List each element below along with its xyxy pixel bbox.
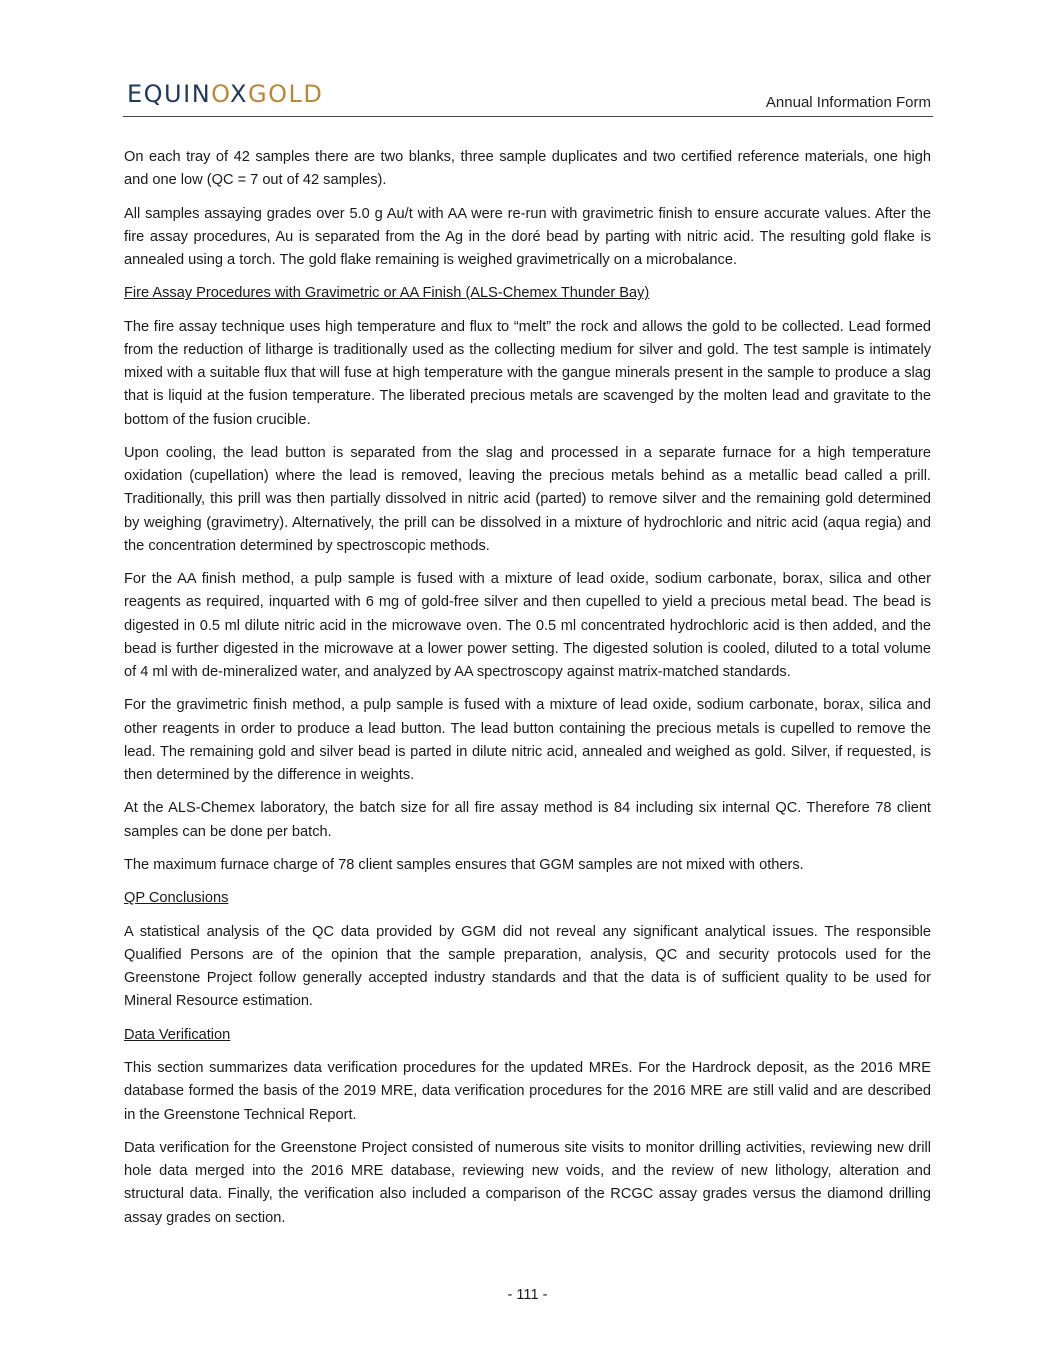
paragraph-gravimetric-rerun: All samples assaying grades over 5.0 g Au/t with AA were re-run with gravimetric finish to ensure accurate values. After the fire assay procedures, Au is separated from the Ag in the doré bead by parting with nitric acid. The resulting gold flake is annealed using a torch. The gold flake remaining is weighed gravimetrically on a microbalance.: [124, 205, 931, 268]
paragraph-qc-tray: On each tray of 42 samples there are two blanks, three sample duplicates and two certified reference materials, one high and one low (QC = 7 out of 42 samples).: [124, 149, 931, 189]
section-heading-data-verification: Data Verification: [124, 1026, 231, 1043]
paragraph-aa-finish: For the AA finish method, a pulp sample is fused with a mixture of lead oxide, sodium carbonate, borax, silica and other reagents as required, inquarted with 6 mg of gold-free silver and then cupelled to yield a precious metal bead. The bead is digested in 0.5 ml dilute nitric acid in the microwave oven. The 0.5 ml concentrated hydrochloric acid is then added, and the bead is further digested in the microwave at a lower power setting. The digested solution is cooled, diluted to a total volume of 4 ml with de-mineralized water, and analyzed by AA spectroscopy against matrix-matched standards.: [124, 571, 931, 680]
paragraph-fire-assay-technique: The fire assay technique uses high temperature and flux to “melt” the rock and allows the gold to be collected. Lead formed from the reduction of litharge is traditionally used as the collecting medium for silver and gold. The test sample is intimately mixed with a suitable flux that will fuse at high temperature with the gangue minerals present in the sample to produce a slag that is liquid at the fusion temperature. The liberated precious metals are scavenged by the molten lead and gravitate to the bottom of the fusion crucible.: [124, 318, 931, 428]
section-heading-qp-conclusions: QP Conclusions: [124, 890, 229, 907]
logo-text-o: O: [211, 80, 231, 108]
document-title: Annual Information Form: [765, 94, 931, 111]
logo-text-gold: GOLD: [247, 80, 324, 108]
paragraph-cupellation: Upon cooling, the lead button is separated from the slag and processed in a separate furnace for a high temperature oxidation (cupellation) where the lead is removed, leaving the precious metals behind as a metallic bead called a prill. Traditionally, this prill was then partially dissolved in nitric acid (parted) to remove silver and the remaining gold determined by weighing (gravimetry). Alternatively, the prill can be dissolved in a mixture of hydrochloric and nitric acid (aqua regia) and the concentration determined by spectroscopic methods.: [124, 444, 931, 554]
paragraph-verification-summary: This section summarizes data verification procedures for the updated MREs. For the Hardrock deposit, as the 2016 MRE database formed the basis of the 2019 MRE, data verification procedures for the 2016 MRE are still valid and are described in the Greenstone Technical Report.: [124, 1060, 931, 1123]
equinox-gold-logo: [127, 80, 323, 108]
logo-text-equin: EQUIN: [127, 80, 212, 108]
paragraph-batch-size: At the ALS-Chemex laboratory, the batch size for all fire assay method is 84 including six internal QC. Therefore 78 client samples can be done per batch.: [124, 800, 931, 840]
paragraph-furnace-charge: The maximum furnace charge of 78 client samples ensures that GGM samples are not mixed with others.: [124, 856, 804, 873]
page-body: [124, 146, 931, 1240]
section-heading-fire-assay: Fire Assay Procedures with Gravimetric or AA Finish (ALS-Chemex Thunder Bay): [124, 285, 650, 302]
paragraph-statistical-analysis: A statistical analysis of the QC data provided by GGM did not reveal any significant analytical issues. The responsible Qualified Persons are of the opinion that the sample preparation, analysis, QC and security protocols used for the Greenstone Project follow generally accepted industry standards and that the data is of sufficient quality to be used for Mineral Resource estimation.: [124, 923, 931, 1010]
logo-text-x: X: [230, 80, 248, 108]
page-header: [123, 80, 933, 117]
paragraph-gravimetric-finish: For the gravimetric finish method, a pulp sample is fused with a mixture of lead oxide, sodium carbonate, borax, silica and other reagents in order to produce a lead button. The lead button containing the precious metals is cupelled to remove the lead. The remaining gold and silver bead is parted in dilute nitric acid, annealed and weighed as gold. Silver, if requested, is then determined by the difference in weights.: [124, 697, 931, 783]
page-number: - 111 -: [507, 1287, 548, 1303]
paragraph-verification-details: Data verification for the Greenstone Project consisted of numerous site visits to monitor drilling activities, reviewing new drill hole data merged into the 2016 MRE database, reviewing new voids, and the review of new lithology, alteration and structural data. Finally, the verification also included a comparison of the RCGC assay grades versus the diamond drilling assay grades on section.: [124, 1139, 931, 1226]
